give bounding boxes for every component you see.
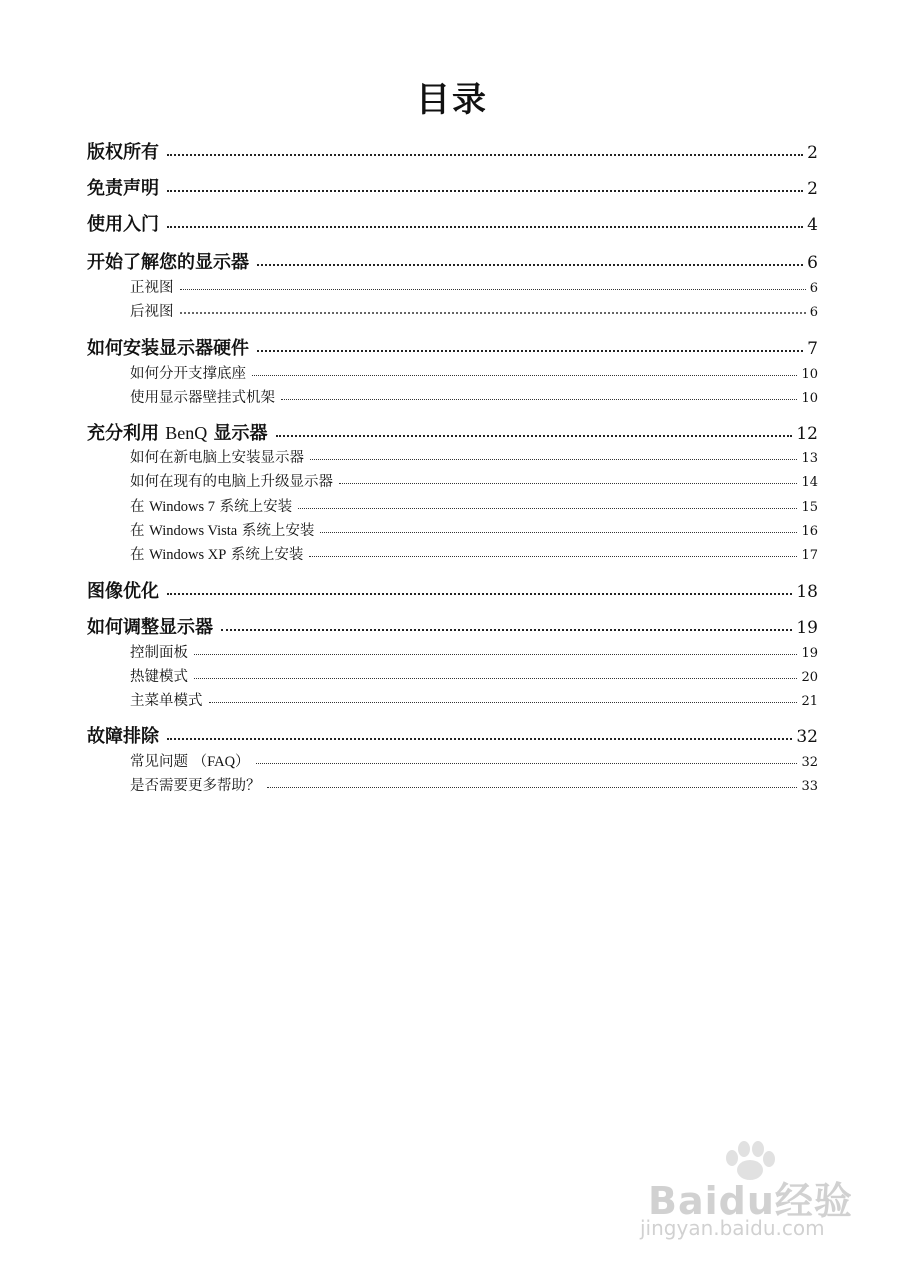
toc-entry-picture-optimization[interactable] [87,577,818,603]
toc-page-number: 13 [801,451,818,466]
toc-page-number: 6 [809,281,818,296]
dot-leader [180,311,806,314]
toc-entry-upgrade-existing-pc[interactable] [130,470,818,491]
toc-entry-label: 控制面板 [130,645,188,661]
dot-leader [276,434,793,437]
toc-page-number: 32 [796,727,818,747]
dot-leader [267,786,798,788]
toc-page-number: 15 [801,500,818,515]
baidu-jingyan-watermark [640,1170,860,1250]
toc-entry-wall-mount[interactable] [130,386,818,407]
page-title: 目录 [416,80,488,120]
dot-leader [180,288,806,290]
dot-leader [167,189,803,192]
toc-page-number: 6 [809,305,818,320]
toc-entry-label: 如何分开支撑底座 [130,366,246,382]
toc-page-number: 4 [807,215,818,235]
toc-entry-disclaimer[interactable] [87,174,818,200]
toc-entry-label: 如何在新电脑上安装显示器 [130,450,304,466]
dot-leader [221,628,792,631]
dot-leader [167,153,803,156]
toc-entry-getting-started[interactable] [87,210,818,236]
watermark-brand: Baidu经验 [648,1179,853,1223]
toc-page-number: 33 [801,779,818,794]
toc-entry-install-hardware[interactable] [87,334,818,360]
toc-entry-label: 免责声明 [87,178,159,199]
toc-page-number: 19 [796,618,818,638]
dot-leader [209,701,798,703]
toc-entry-label: 正视图 [130,280,174,296]
dot-leader [257,349,803,352]
toc-entry-label: 是否需要更多帮助？ [130,778,261,794]
toc-entry-label: 在 Windows 7 系统上安装 [130,499,293,515]
toc-entry-label: 热键模式 [130,669,188,685]
dot-leader [310,458,797,460]
toc-entry-more-help[interactable] [130,774,818,795]
toc-entry-troubleshooting[interactable] [87,722,818,748]
toc-page-number: 14 [801,475,818,490]
toc-page-number: 10 [801,391,818,406]
dot-leader [309,555,797,557]
toc-page-number: 7 [807,339,818,359]
toc-entry-label: 故障排除 [87,726,159,747]
dot-leader [252,374,797,376]
toc-page-number: 20 [801,670,818,685]
toc-page-number: 2 [807,143,818,163]
toc-page-number: 21 [801,694,818,709]
toc-page-number: 19 [801,646,818,661]
toc-entry-label: 如何在现有的电脑上升级显示器 [130,474,333,490]
toc-page-number: 18 [796,582,818,602]
toc-entry-front-view[interactable] [130,276,818,297]
dot-leader [167,592,792,595]
toc-entry-adjust-monitor[interactable] [87,613,818,639]
toc-entry-back-view[interactable] [130,300,818,321]
toc-entry-label: 图像优化 [87,581,159,602]
dot-leader [298,507,797,509]
toc-page-number: 17 [801,548,818,563]
toc-entry-windows-vista[interactable] [130,519,818,540]
dot-leader [194,653,797,655]
toc-entry-hot-key-mode[interactable] [130,665,818,686]
toc-entry-copyright[interactable] [87,138,818,164]
toc-page-number: 2 [807,179,818,199]
toc-page-number: 16 [801,524,818,539]
toc-entry-label: 充分利用 BenQ 显示器 [87,423,268,444]
toc-entry-label: 在 Windows XP 系统上安装 [130,547,304,563]
toc-entry-label: 在 Windows Vista 系统上安装 [130,523,315,539]
toc-entry-label: 主菜单模式 [130,693,203,709]
toc-entry-detach-stand[interactable] [130,362,818,383]
toc-entry-label: 开始了解您的显示器 [87,252,249,273]
toc-page-number: 32 [801,755,818,770]
dot-leader [281,398,797,400]
dot-leader [194,677,797,679]
dot-leader [167,737,792,740]
dot-leader [257,263,803,266]
toc-entry-windows-7[interactable] [130,495,818,516]
toc-entry-label: 使用显示器壁挂式机架 [130,390,275,406]
toc-entry-know-monitor[interactable] [87,248,818,274]
toc-entry-label: 版权所有 [87,142,159,163]
toc-entry-control-panel[interactable] [130,641,818,662]
dot-leader [256,762,798,764]
dot-leader [167,225,803,228]
toc-entry-label: 如何调整显示器 [87,617,213,638]
toc-entry-label: 如何安装显示器硬件 [87,338,249,359]
toc-entry-label: 后视图 [130,304,174,320]
toc-entry-faq[interactable] [130,750,818,771]
watermark-url: jingyan.baidu.com [640,1216,825,1240]
toc-entry-install-new-pc[interactable] [130,446,818,467]
toc-page-number: 10 [801,367,818,382]
dot-leader [339,482,797,484]
dot-leader [320,531,797,533]
toc-entry-windows-xp[interactable] [130,543,818,564]
toc-page-number: 6 [807,253,818,273]
toc-entry-main-menu-mode[interactable] [130,689,818,710]
toc-page-number: 12 [796,424,818,444]
toc-entry-label: 使用入门 [87,214,159,235]
toc-entry-label: 常见问题 （FAQ） [130,754,250,770]
toc-entry-make-most-benq[interactable] [87,419,818,445]
